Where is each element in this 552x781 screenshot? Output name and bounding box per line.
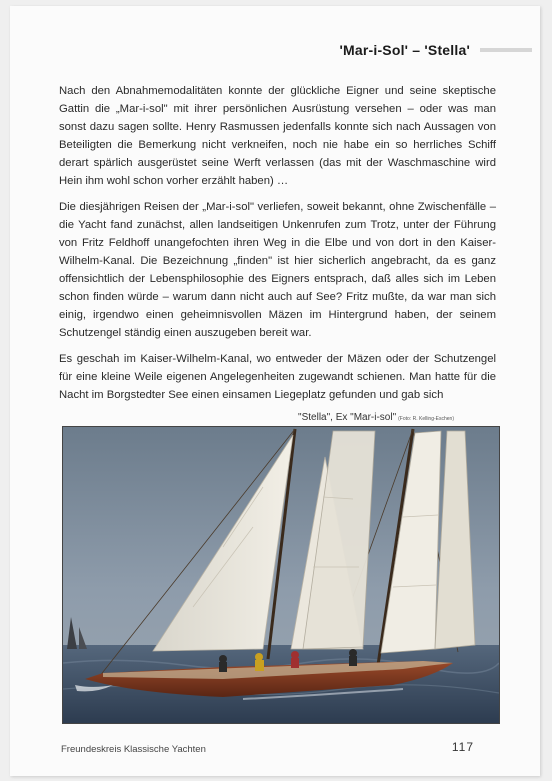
page — [10, 6, 540, 776]
page-number: 117 — [451, 740, 474, 754]
photo-credit: (Foto: R. Kelling-Eschen) — [398, 416, 454, 422]
caption-text: "Stella", Ex "Mar-i-sol" — [298, 412, 397, 423]
header-rule — [480, 48, 532, 52]
footer-publisher: Freundeskreis Klassische Yachten — [61, 744, 206, 755]
photo-caption — [298, 412, 454, 423]
paragraph-2: Die diesjährigen Reisen der „Mar-i-sol" verliefen, soweit bekannt, ohne Zwischenfälle – die Yacht fand zunächst, allen landseitigen Unkenrufen zum Trotz, unter der Führung von Fritz Feldhoff unangefochten ihren Weg in die Elbe und von dort in den Kaiser-Wilhelm-Kanal. Die Bezeichnung „finden" ist hier sicherlich angebracht, da es ganz offensichtlich der Lebensphilosophie des Eigners entsprach, daß alles sich im Leben schon finden würde – warum dann nicht auch auf See? Fritz mußte, da war man sich einig, irgendwo einen geheimnisvollen Mäzen im Hintergrund haben, der seinem Schutzengel ständig einen auszugeben bereit war. — [59, 201, 496, 339]
paragraph-3: Es geschah im Kaiser-Wilhelm-Kanal, wo entweder der Mäzen oder der Schutzengel für eine kleine Weile eigenen Angelegenheiten zugewandt schienen. Man hatte für die Nacht im Borgstedter See einen einsamen Liegeplatz gefunden und gab sich — [59, 353, 496, 401]
yacht-photo — [62, 426, 500, 724]
paragraph-1: Nach den Abnahmemodalitäten konnte der glückliche Eigner und seine skeptische Gattin die „Mar-i-sol" mit ihrer persönlichen Ausrüstung versehen – oder was man sonst dazu sagen sollte. Henry Rasmussen jedenfalls konnte sich nach Aussagen von Beteiligten die Bemerkung nicht verkneifen, noch nie habe ein so herrliches Schiff derart spärlich ausgerüstet seine Werft verlassen (das mit der Waschmaschine wird Hein ihm wohl schon vorher erzählt haben) … — [59, 85, 496, 187]
running-header-title: 'Mar-i-Sol' – 'Stella' — [339, 42, 470, 58]
